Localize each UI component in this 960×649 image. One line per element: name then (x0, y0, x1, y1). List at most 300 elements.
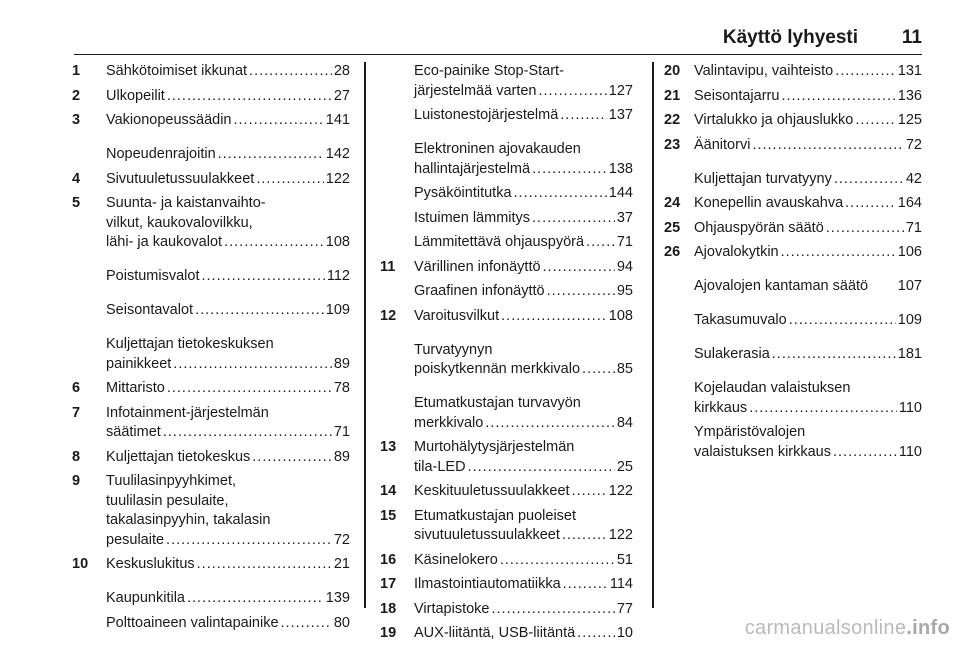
entry-body (414, 233, 633, 253)
entry-number: 9 (72, 473, 81, 489)
entry-body (106, 335, 350, 374)
dot-leader (197, 555, 332, 575)
entry-text: Istuimen lämmitys (414, 209, 531, 226)
entry-last-line (106, 448, 350, 468)
index-entry (380, 600, 633, 620)
page-header (74, 0, 922, 55)
page-reference: 142 (325, 146, 350, 162)
page-reference: 78 (333, 380, 350, 396)
entry-text: Ajovalokytkin (694, 244, 779, 260)
entry-body (694, 345, 922, 365)
entry-body (414, 438, 633, 477)
entry-body (694, 219, 922, 239)
page-reference: 122 (608, 527, 633, 543)
index-entry (380, 184, 633, 204)
entry-last-line (414, 458, 633, 478)
entry-last-line (414, 526, 633, 546)
entry-last-line (106, 589, 350, 609)
page-reference: 141 (325, 112, 350, 128)
entry-text: takalasinpyyhin, takalasin (106, 512, 271, 528)
entry-text: Sulakerasia (694, 346, 770, 362)
entry-text: Valintavipu, vaihteisto (694, 63, 834, 79)
entry-last-line (414, 160, 633, 180)
page-reference: 95 (616, 283, 633, 299)
entry-last-line (414, 600, 633, 620)
entry-body (414, 600, 633, 620)
entry-body (106, 589, 350, 609)
entry-number: 4 (72, 170, 81, 187)
index-entry (664, 277, 922, 297)
entry-body (694, 311, 922, 331)
entry-text: Vakionopeussäädin (106, 112, 232, 128)
entry-text: Kuljettajan turvatyyny (694, 170, 832, 187)
entry-text: AUX-liitäntä, USB-liitäntä (414, 625, 576, 641)
entry-number: 14 (380, 483, 397, 499)
dot-leader (572, 482, 607, 502)
page-reference: 136 (897, 87, 922, 104)
dot-leader (833, 443, 897, 463)
entry-text: Virtalukko ja ohjauslukko (694, 112, 854, 128)
entry-last-line (414, 307, 633, 327)
entry-last-line (106, 301, 350, 321)
entry-text: valaistuksen kirkkaus (694, 443, 831, 460)
entry-number: 8 (72, 448, 81, 465)
entry-text: tila-LED (414, 458, 466, 475)
entry-number: 10 (72, 556, 89, 572)
entry-last-line (414, 184, 633, 204)
page-reference: 71 (333, 424, 350, 440)
index-entry (380, 482, 633, 502)
dot-leader (167, 87, 332, 107)
page-reference: 21 (333, 556, 350, 572)
entry-number: 2 (72, 87, 81, 104)
entry-last-line (694, 443, 922, 463)
entry-body (106, 614, 350, 634)
entry-text: Infotainment-järjestelmän (106, 404, 269, 421)
entry-last-line (694, 62, 922, 82)
dot-leader (281, 614, 332, 634)
entry-text: Eco-painike Stop-Start- (414, 63, 564, 79)
index-entry (72, 62, 350, 82)
index-entry (664, 243, 922, 263)
entry-body (414, 258, 633, 278)
entry-body (106, 62, 350, 82)
entry-body (694, 194, 922, 214)
entry-last-line (694, 194, 922, 214)
entry-text: Poistumisvalot (106, 268, 200, 284)
entry-last-line (106, 267, 350, 287)
page-reference: 28 (333, 63, 350, 79)
page-reference: 89 (333, 448, 350, 465)
page-reference: 72 (333, 531, 350, 548)
dot-leader (845, 194, 896, 214)
page-reference: 80 (333, 614, 350, 631)
entry-body (414, 507, 633, 546)
entry-number: 3 (72, 112, 81, 128)
index-entry (72, 448, 350, 468)
entry-last-line (106, 62, 350, 82)
entry-text: hallintajärjestelmä (414, 160, 531, 177)
column-divider (364, 62, 366, 608)
dot-leader (492, 600, 615, 620)
index-entry (72, 555, 350, 575)
entry-last-line (414, 482, 633, 502)
entry-body (106, 170, 350, 190)
entry-number: 22 (664, 112, 681, 128)
column-divider (652, 62, 654, 608)
page-reference: 137 (608, 107, 633, 123)
index-entry (72, 472, 350, 550)
entry-number: 13 (380, 439, 397, 455)
entry-text: merkkivalo (414, 414, 484, 431)
entry-body (414, 209, 633, 229)
entry-body (106, 111, 350, 131)
index-entry (380, 282, 633, 302)
watermark: carmanualsonline.info (744, 617, 950, 639)
entry-last-line (414, 82, 633, 102)
entry-last-line (106, 555, 350, 575)
entry-body (106, 472, 350, 550)
entry-number: 16 (380, 551, 397, 568)
entry-last-line (106, 87, 350, 107)
entry-last-line (414, 414, 633, 434)
index-entry (72, 194, 350, 253)
entry-text: Keskuslukitus (106, 556, 195, 572)
page-reference: 164 (897, 195, 922, 211)
entry-text: Etumatkustajan puoleiset (414, 507, 577, 524)
dot-leader (835, 62, 896, 82)
page-reference: 77 (616, 600, 633, 617)
entry-last-line (414, 575, 633, 595)
index-entry (664, 423, 922, 462)
entry-body (414, 624, 633, 644)
page-reference: 51 (616, 551, 633, 568)
entry-text: Murtohälytysjärjestelmän (414, 439, 575, 455)
entry-body (414, 341, 633, 380)
entry-text: lähi- ja kaukovalot (106, 234, 223, 250)
entry-body (414, 482, 633, 502)
entry-number: 19 (380, 625, 397, 641)
entry-last-line (106, 531, 350, 551)
entry-last-line (414, 360, 633, 380)
entry-body (694, 243, 922, 263)
entry-body (106, 87, 350, 107)
dot-leader (826, 219, 904, 239)
entry-text: Elektroninen ajovakauden (414, 141, 581, 157)
page-reference: 110 (898, 443, 922, 460)
dot-leader (166, 531, 332, 551)
entry-text: Seisontavalot (106, 302, 194, 318)
entry-body (694, 136, 922, 156)
entry-text: Tuulilasinpyyhkimet, (106, 473, 237, 489)
dot-leader (187, 589, 324, 609)
entry-number: 26 (664, 244, 681, 260)
entry-number: 18 (380, 600, 397, 617)
entry-number: 5 (72, 195, 81, 211)
entry-last-line (414, 282, 633, 302)
entry-text: Kuljettajan tietokeskus (106, 448, 251, 465)
entry-body (414, 140, 633, 179)
index-column-2 (380, 62, 633, 649)
page-number: 11 (901, 27, 922, 48)
dot-leader (500, 551, 615, 571)
entry-last-line (694, 136, 922, 156)
entry-body (414, 307, 633, 327)
entry-last-line (414, 551, 633, 571)
dot-leader (543, 258, 615, 278)
entry-last-line (106, 170, 350, 190)
entry-last-line (414, 258, 633, 278)
dot-leader (749, 399, 897, 419)
dot-leader (201, 267, 324, 287)
entry-last-line (694, 277, 922, 297)
page-title: Käyttö lyhyesti (722, 27, 858, 48)
page-reference: 122 (608, 483, 633, 499)
index-entry (380, 209, 633, 229)
entry-body (414, 575, 633, 595)
entry-last-line (106, 379, 350, 399)
entry-text: Äänitorvi (694, 136, 751, 153)
entry-last-line (106, 355, 350, 375)
entry-text: Luistonestojärjestelmä (414, 107, 559, 123)
dot-leader (501, 307, 607, 327)
entry-body (414, 184, 633, 204)
page-reference: 27 (333, 87, 350, 104)
entry-text: Värillinen infonäyttö (414, 258, 541, 275)
index-entry (664, 136, 922, 156)
page-reference: 144 (608, 185, 633, 201)
entry-body (106, 555, 350, 575)
entry-text: Ohjauspyörän säätö (694, 219, 824, 236)
entry-body (694, 111, 922, 131)
index-entry (664, 194, 922, 214)
entry-body (694, 379, 922, 418)
index-entry (72, 614, 350, 634)
index-entry (380, 140, 633, 179)
index-entry (72, 111, 350, 131)
page-reference: 85 (616, 361, 633, 377)
entry-last-line (106, 423, 350, 443)
entry-body (414, 551, 633, 571)
dot-leader (195, 301, 324, 321)
entry-last-line (694, 399, 922, 419)
page-reference: 138 (608, 160, 633, 177)
entry-text: Keskituuletussuulakkeet (414, 483, 570, 499)
entry-body (694, 170, 922, 190)
index-entry (664, 345, 922, 365)
entry-number: 7 (72, 404, 81, 421)
entry-text: Nopeudenrajoitin (106, 146, 216, 162)
entry-last-line (414, 624, 633, 644)
dot-leader (249, 62, 332, 82)
index-column-1 (72, 62, 350, 648)
dot-leader (218, 145, 324, 165)
entry-last-line (694, 170, 922, 190)
entry-text: tuulilasin pesulaite, (106, 492, 229, 509)
index-entry (72, 267, 350, 287)
page-reference: 25 (616, 458, 633, 475)
index-entry (72, 170, 350, 190)
entry-text: Seisontajarru (694, 87, 780, 104)
entry-text: pesulaite (106, 531, 165, 548)
index-entry (664, 111, 922, 131)
entry-text: Kojelaudan valaistuksen (694, 380, 851, 396)
dot-leader (256, 170, 323, 190)
entry-text: Kuljettajan tietokeskuksen (106, 336, 274, 352)
entry-text: Ympäristövalojen (694, 424, 806, 440)
entry-last-line (694, 87, 922, 107)
entry-last-line (106, 233, 350, 253)
entry-last-line (414, 233, 633, 253)
index-entry (664, 219, 922, 239)
page-reference: 84 (616, 414, 633, 431)
entry-body (694, 87, 922, 107)
dot-leader (173, 355, 332, 375)
entry-text: Turvatyynyn (414, 341, 493, 358)
dot-leader (582, 360, 615, 380)
index-entry (72, 589, 350, 609)
index-entry (380, 575, 633, 595)
dot-leader (485, 414, 615, 434)
entry-number: 17 (380, 576, 397, 592)
entry-last-line (414, 209, 633, 229)
page-reference: 107 (897, 278, 922, 294)
index-entry (664, 379, 922, 418)
index-entry (380, 507, 633, 546)
dot-leader (789, 311, 896, 331)
entry-last-line (694, 243, 922, 263)
page-reference: 114 (609, 576, 633, 592)
dot-leader (781, 87, 895, 107)
dot-leader (834, 170, 904, 190)
entry-text: Lämmitettävä ohjauspyörä (414, 234, 585, 250)
index-entry (72, 301, 350, 321)
entry-number: 15 (380, 507, 397, 524)
entry-text: Graafinen infonäyttö (414, 283, 545, 299)
dot-leader (586, 233, 615, 253)
entry-text: Konepellin avauskahva (694, 195, 844, 211)
index-entry (664, 62, 922, 82)
index-entry (664, 87, 922, 107)
entry-text: Sivutuuletussuulakkeet (106, 170, 255, 187)
entry-last-line (694, 345, 922, 365)
entry-text: Polttoaineen valintapainike (106, 614, 279, 631)
entry-number: 6 (72, 380, 81, 396)
entry-last-line (694, 311, 922, 331)
index-entry (380, 258, 633, 278)
entry-number: 11 (380, 258, 396, 275)
page-reference: 122 (325, 170, 350, 187)
index-entry (380, 307, 633, 327)
index-entry (72, 87, 350, 107)
dot-leader (547, 282, 615, 302)
dot-leader (772, 345, 896, 365)
dot-leader (468, 458, 615, 478)
entry-number: 1 (72, 63, 81, 79)
entry-text: säätimet (106, 424, 161, 440)
index-entry (380, 551, 633, 571)
page-reference: 125 (897, 112, 922, 128)
entry-number: 20 (664, 63, 681, 79)
entry-text: poiskytkennän merkkivalo (414, 361, 581, 377)
dot-leader (224, 233, 324, 253)
dot-leader (163, 423, 332, 443)
entry-body (414, 62, 633, 101)
dot-leader (560, 106, 607, 126)
entry-last-line (414, 106, 633, 126)
page-reference: 127 (608, 82, 633, 99)
entry-body (106, 194, 350, 253)
entry-number: 25 (664, 219, 681, 236)
dot-leader (562, 526, 607, 546)
page-reference: 94 (616, 258, 633, 275)
index-entry (72, 379, 350, 399)
index-entry (664, 170, 922, 190)
entry-text: Sähkötoimiset ikkunat (106, 63, 248, 79)
entry-text: sivutuuletussuulakkeet (414, 527, 560, 543)
entry-last-line (694, 111, 922, 131)
dot-leader (781, 243, 896, 263)
entry-body (694, 277, 922, 297)
page-reference: 181 (897, 346, 922, 362)
index-entry (380, 394, 633, 433)
entry-body (106, 267, 350, 287)
index-entry (380, 438, 633, 477)
page-reference: 71 (616, 234, 633, 250)
dot-leader (514, 184, 607, 204)
entry-text: Varoitusvilkut (414, 307, 500, 324)
entry-number: 24 (664, 195, 681, 211)
dot-leader (252, 448, 332, 468)
entry-number: 21 (664, 87, 681, 104)
entry-text: Ilmastointiautomatiikka (414, 576, 561, 592)
page-reference: 112 (326, 268, 350, 284)
index-entry (380, 233, 633, 253)
index-entry (664, 311, 922, 331)
entry-last-line (106, 111, 350, 131)
dot-leader (855, 111, 895, 131)
entry-body (106, 448, 350, 468)
entry-text: kirkkaus (694, 399, 748, 416)
entry-body (106, 301, 350, 321)
entry-text: Pysäköintitutka (414, 185, 512, 201)
index-column-3 (664, 62, 922, 477)
dot-leader (234, 111, 324, 131)
entry-text: vilkut, kaukovalovilkku, (106, 214, 253, 231)
page-reference: 89 (333, 355, 350, 372)
entry-last-line (106, 614, 350, 634)
page-reference: 106 (897, 244, 922, 260)
entry-body (414, 282, 633, 302)
entry-body (106, 404, 350, 443)
entry-body (106, 145, 350, 165)
entry-number: 12 (380, 307, 397, 324)
page-reference: 108 (325, 234, 350, 250)
page-reference: 109 (325, 302, 350, 318)
entry-text: Virtapistoke (414, 600, 490, 617)
entry-body (414, 106, 633, 126)
page-reference: 108 (608, 307, 633, 324)
dot-leader (577, 624, 615, 644)
entry-text: Käsinelokero (414, 551, 498, 568)
index-entry (72, 145, 350, 165)
page-reference: 71 (905, 219, 922, 236)
entry-number: 23 (664, 136, 681, 153)
page-reference: 10 (616, 625, 633, 641)
dot-leader (532, 209, 615, 229)
index-entry (72, 335, 350, 374)
entry-text: Mittaristo (106, 380, 165, 396)
